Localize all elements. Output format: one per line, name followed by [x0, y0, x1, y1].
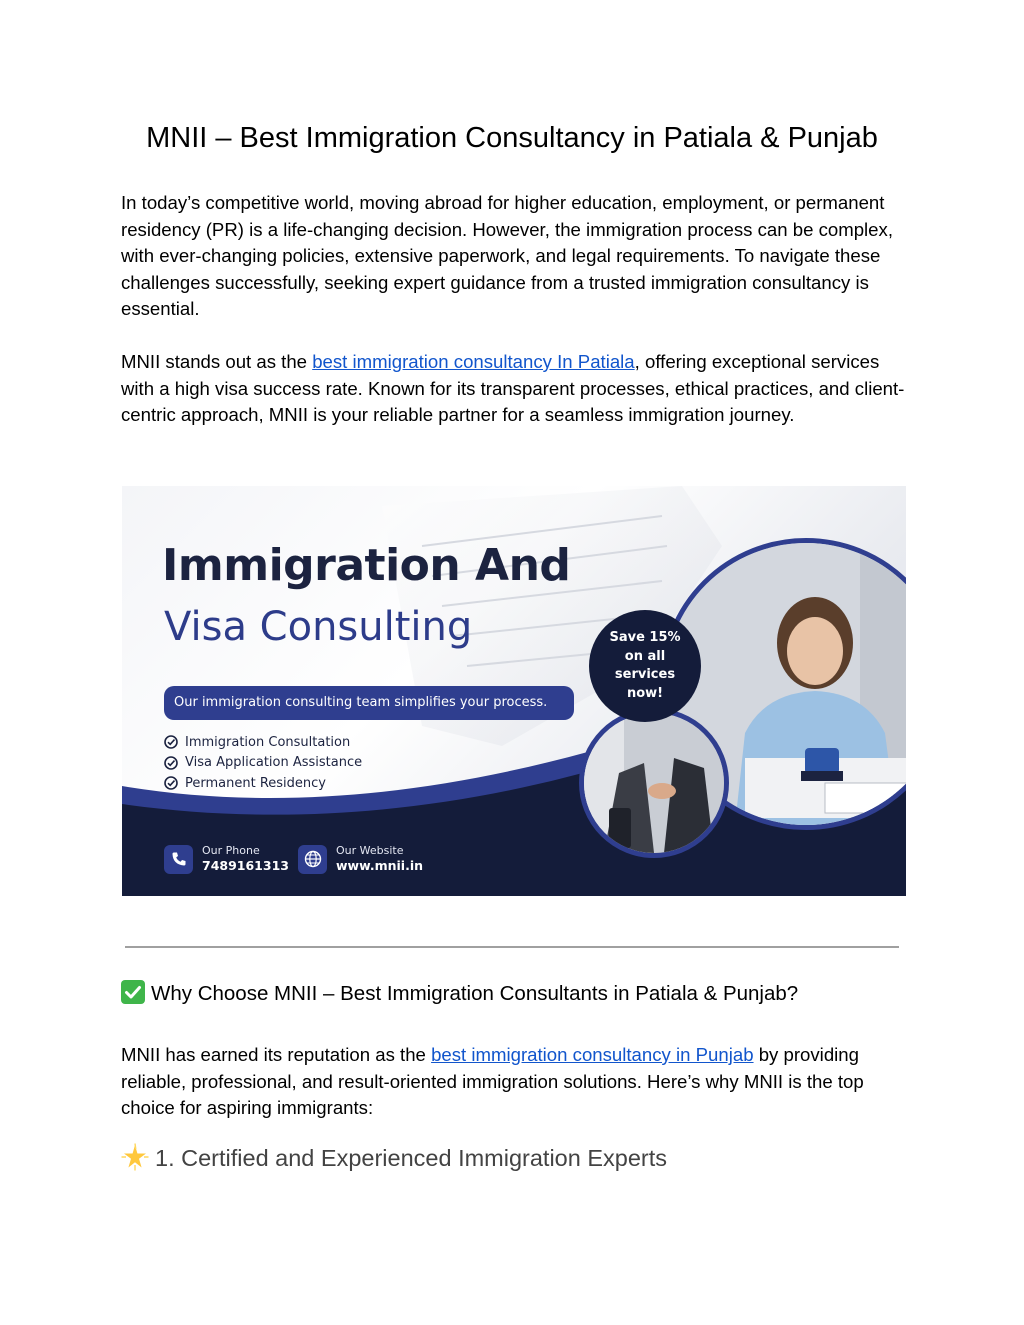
mnii-paragraph [121, 349, 911, 429]
banner-service-label: Permanent Residency [185, 775, 326, 791]
why-choose-heading [121, 980, 798, 1008]
why-text-after: by providing reliable, professional, and result-oriented immigration solutions. Here’s why MNII is the top choice for aspiring immigrants: [121, 1044, 864, 1119]
banner-service-item [164, 773, 362, 794]
banner-service-item [164, 732, 362, 753]
immigration-banner-image [122, 486, 906, 896]
handshake-photo [579, 708, 729, 858]
why-choose-heading-text: Why Choose MNII – Best Immigration Consultants in Patiala & Punjab? [151, 982, 799, 1005]
punjab-consultancy-link[interactable]: best immigration consultancy in Punjab [431, 1044, 754, 1065]
page-title: MNII – Best Immigration Consultancy in Patiala & Punjab [146, 122, 878, 154]
banner-service-label: Immigration Consultation [185, 734, 351, 750]
banner-service-item [164, 753, 362, 774]
handshake-illustration [584, 713, 724, 853]
check-mark-emoji-icon [121, 980, 145, 1004]
phone-number: 7489161313 [202, 858, 289, 873]
banner-title-line2: Visa Consulting [164, 604, 473, 650]
banner-title-line1: Immigration And [162, 540, 571, 591]
point-1-heading [121, 1142, 667, 1174]
check-circle-icon [164, 756, 178, 770]
check-circle-icon [164, 776, 178, 790]
patiala-consultancy-link[interactable]: best immigration consultancy In Patiala [312, 351, 635, 372]
banner-phone-contact [164, 844, 289, 874]
phone-icon [164, 845, 193, 874]
why-paragraph [121, 1042, 911, 1122]
globe-icon [298, 845, 327, 874]
website-label: Our Website [336, 844, 404, 857]
point-1-heading-text: 1. Certified and Experienced Immigration Experts [155, 1145, 668, 1171]
star-emoji-icon [121, 1143, 149, 1171]
check-circle-icon [164, 735, 178, 749]
why-text-before: MNII has earned its reputation as the [121, 1044, 432, 1065]
banner-service-list [164, 732, 362, 794]
phone-label: Our Phone [202, 844, 260, 857]
mnii-text-before: MNII stands out as the [121, 351, 313, 372]
intro-paragraph: In today’s competitive world, moving abroad for higher education, employment, or permanent residency (PR) is a life-changing decision. However, the immigration process can be complex, with ever-changing policies, extensive paperwork, and legal requirements. To navigate these challenges successfully, seeking expert guidance from a trusted immigration consultancy is essential. [121, 192, 893, 320]
banner-tagline-pill: Our immigration consulting team simplifies your process. [164, 686, 574, 720]
website-url: www.mnii.in [336, 858, 424, 873]
section-divider [125, 946, 899, 948]
banner-service-label: Visa Application Assistance [185, 755, 363, 771]
banner-website-contact [298, 844, 423, 874]
promo-badge: Save 15% on all services now! [589, 610, 701, 722]
mnii-text-after: , offering exceptional services with a high visa success rate. Known for its transparent processes, ethical practices, and client-centric approach, MNII is your reliable partner for a seamless immigration journey. [121, 351, 905, 426]
